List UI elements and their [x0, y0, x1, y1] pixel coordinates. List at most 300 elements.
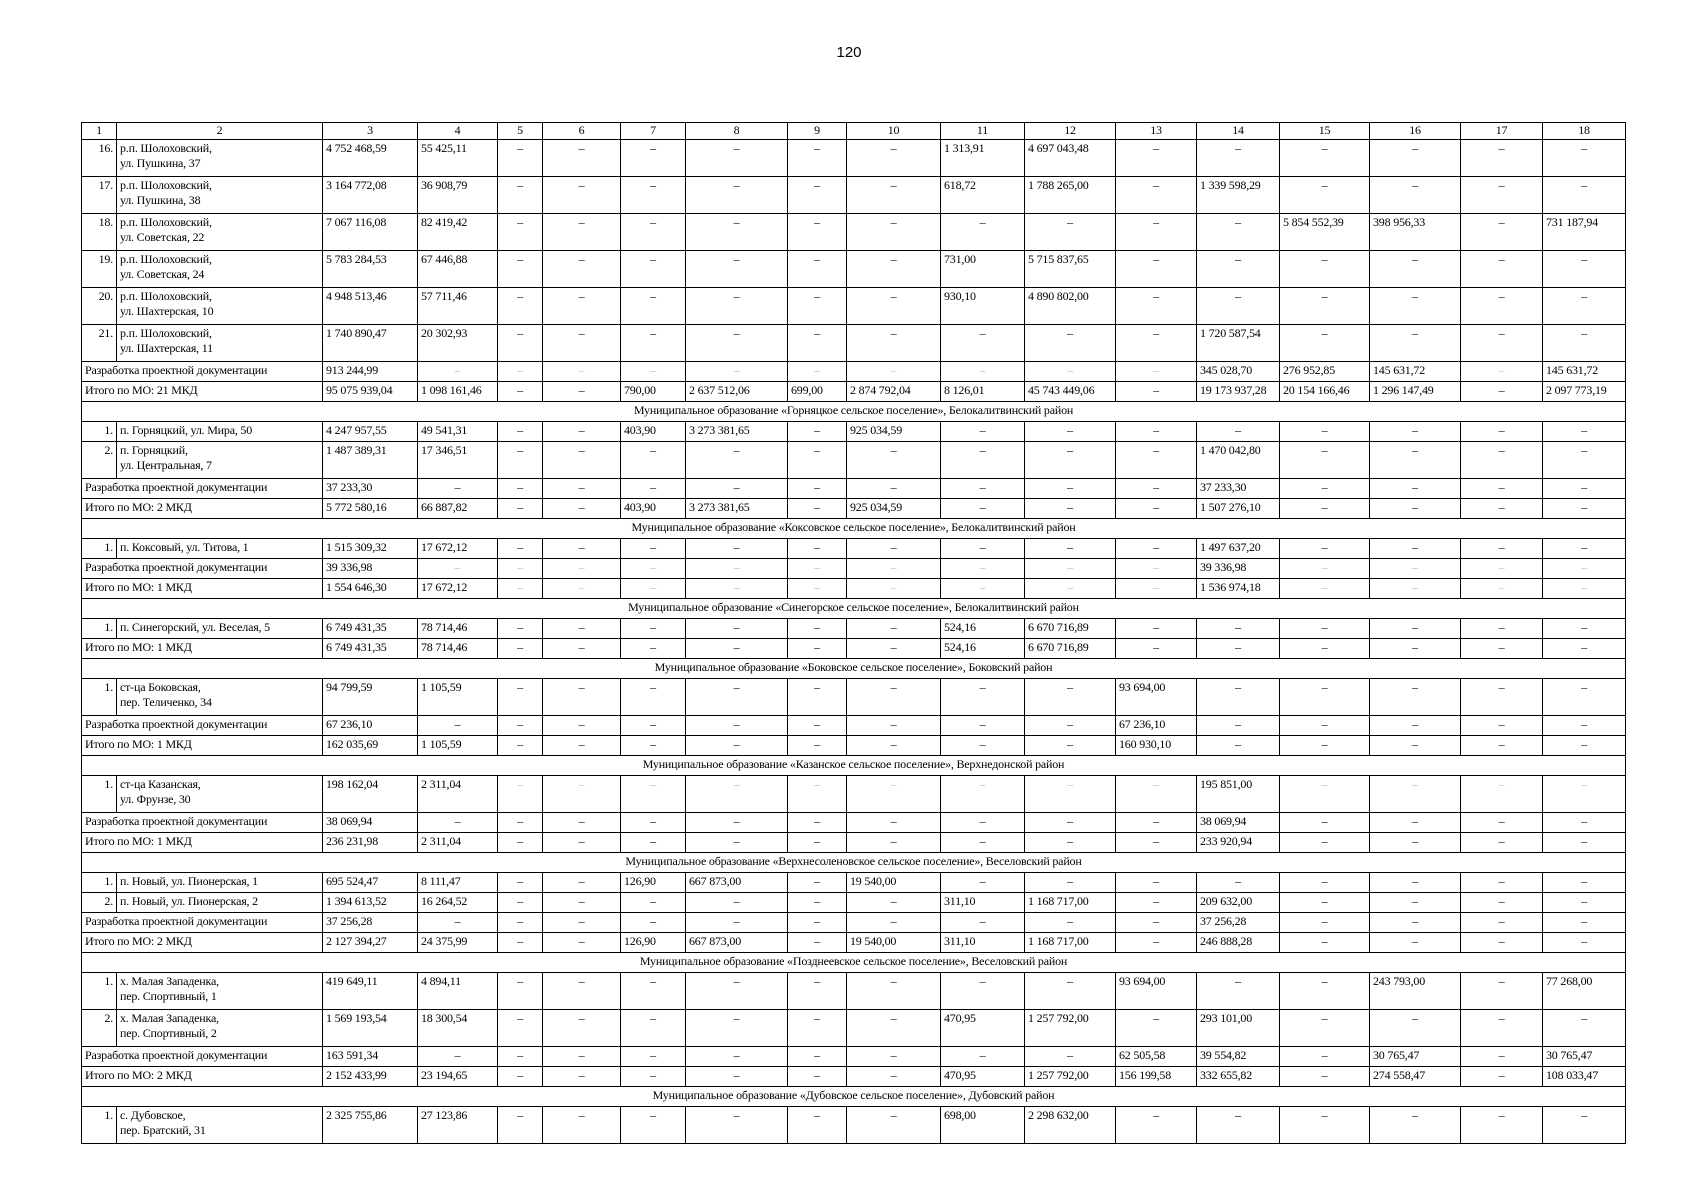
section-header-row: [82, 519, 1626, 539]
value-cell: –: [1280, 325, 1370, 362]
summary-row: [82, 559, 1626, 579]
value-cell: –: [1116, 442, 1197, 479]
value-cell: –: [788, 177, 847, 214]
value-cell: –: [1116, 1107, 1197, 1144]
value-cell: –: [543, 288, 621, 325]
table-row: [82, 288, 1626, 325]
value-cell: –: [1543, 140, 1626, 177]
value-cell: 4 948 513,46: [323, 288, 418, 325]
value-cell: –: [1025, 1047, 1116, 1067]
value-cell: –: [543, 973, 621, 1010]
table-row: [82, 893, 1626, 913]
value-cell: –: [1280, 736, 1370, 756]
value-cell: 1 105,59: [418, 679, 498, 716]
value-cell: –: [1116, 177, 1197, 214]
row-number: 1.: [82, 973, 117, 1010]
value-cell: 17 672,12: [418, 579, 498, 599]
value-cell: 37 233,30: [1197, 479, 1280, 499]
value-cell: –: [1370, 833, 1461, 853]
value-cell: 82 419,42: [418, 214, 498, 251]
value-cell: 274 558,47: [1370, 1067, 1461, 1087]
value-cell: 94 799,59: [323, 679, 418, 716]
value-cell: –: [1197, 140, 1280, 177]
value-cell: –: [1543, 479, 1626, 499]
value-cell: –: [788, 288, 847, 325]
value-cell: 233 920,94: [1197, 833, 1280, 853]
value-cell: 126,90: [621, 873, 686, 893]
value-cell: –: [847, 288, 941, 325]
value-cell: 27 123,86: [418, 1107, 498, 1144]
value-cell: 37 256,28: [1197, 913, 1280, 933]
value-cell: –: [543, 833, 621, 853]
value-cell: –: [1280, 776, 1370, 813]
value-cell: –: [941, 813, 1025, 833]
value-cell: –: [788, 539, 847, 559]
value-cell: 38 069,94: [1197, 813, 1280, 833]
value-cell: –: [847, 579, 941, 599]
address-cell: [117, 325, 323, 362]
address-cell: [117, 973, 323, 1010]
section-header-row: [82, 1087, 1626, 1107]
value-cell: 5 772 580,16: [323, 499, 418, 519]
value-cell: –: [1280, 288, 1370, 325]
value-cell: –: [1370, 933, 1461, 953]
value-cell: 95 075 939,04: [323, 382, 418, 402]
value-cell: 162 035,69: [323, 736, 418, 756]
value-cell: 37 233,30: [323, 479, 418, 499]
value-cell: –: [1461, 973, 1543, 1010]
row-number: 2.: [82, 442, 117, 479]
value-cell: –: [1461, 776, 1543, 813]
value-cell: –: [847, 679, 941, 716]
value-cell: 18 300,54: [418, 1010, 498, 1047]
value-cell: –: [1116, 893, 1197, 913]
value-cell: –: [1116, 422, 1197, 442]
value-cell: –: [543, 913, 621, 933]
value-cell: –: [1461, 873, 1543, 893]
value-cell: –: [621, 362, 686, 382]
value-cell: –: [543, 442, 621, 479]
value-cell: –: [1543, 736, 1626, 756]
value-cell: –: [686, 559, 788, 579]
value-cell: –: [847, 639, 941, 659]
value-cell: 1 788 265,00: [1025, 177, 1116, 214]
value-cell: 126,90: [621, 933, 686, 953]
section-title: Муниципальное образование «Боковское сельское поселение», Боковский район: [82, 659, 1626, 679]
value-cell: –: [1461, 913, 1543, 933]
table-row: [82, 422, 1626, 442]
address-cell: [117, 1010, 323, 1047]
summary-row: [82, 736, 1626, 756]
value-cell: –: [1116, 362, 1197, 382]
value-cell: –: [941, 422, 1025, 442]
value-cell: –: [788, 442, 847, 479]
value-cell: –: [621, 893, 686, 913]
value-cell: –: [543, 933, 621, 953]
value-cell: –: [1025, 479, 1116, 499]
value-cell: –: [941, 776, 1025, 813]
value-cell: –: [1461, 716, 1543, 736]
value-cell: –: [621, 251, 686, 288]
column-header: 9: [788, 123, 847, 140]
column-header: 8: [686, 123, 788, 140]
value-cell: –: [788, 716, 847, 736]
value-cell: 66 887,82: [418, 499, 498, 519]
value-cell: 1 313,91: [941, 140, 1025, 177]
value-cell: 332 655,82: [1197, 1067, 1280, 1087]
value-cell: –: [543, 639, 621, 659]
value-cell: –: [1116, 214, 1197, 251]
value-cell: –: [621, 813, 686, 833]
value-cell: –: [1370, 813, 1461, 833]
value-cell: –: [847, 362, 941, 382]
value-cell: –: [941, 679, 1025, 716]
value-cell: –: [1461, 1010, 1543, 1047]
value-cell: –: [1116, 325, 1197, 362]
value-cell: –: [621, 288, 686, 325]
value-cell: –: [1025, 679, 1116, 716]
value-cell: –: [1543, 893, 1626, 913]
value-cell: 2 874 792,04: [847, 382, 941, 402]
address-cell: [117, 422, 323, 442]
value-cell: –: [686, 736, 788, 756]
value-cell: –: [1370, 776, 1461, 813]
column-header: 14: [1197, 123, 1280, 140]
value-cell: –: [621, 559, 686, 579]
value-cell: 345 028,70: [1197, 362, 1280, 382]
value-cell: –: [1116, 140, 1197, 177]
value-cell: 2 298 632,00: [1025, 1107, 1116, 1144]
row-label: Итого по МО: 2 МКД: [82, 933, 323, 953]
value-cell: –: [543, 479, 621, 499]
value-cell: –: [686, 716, 788, 736]
value-cell: –: [1370, 442, 1461, 479]
value-cell: –: [788, 973, 847, 1010]
value-cell: 3 164 772,08: [323, 177, 418, 214]
value-cell: –: [941, 833, 1025, 853]
value-cell: –: [686, 177, 788, 214]
address-line: р.п. Шолоховский,: [120, 252, 212, 266]
value-cell: –: [1370, 499, 1461, 519]
value-cell: –: [498, 539, 543, 559]
value-cell: –: [847, 716, 941, 736]
address-line: ул. Шахтерская, 11: [120, 341, 213, 355]
value-cell: –: [788, 479, 847, 499]
value-cell: –: [498, 1010, 543, 1047]
value-cell: –: [1461, 893, 1543, 913]
value-cell: 618,72: [941, 177, 1025, 214]
row-number: 1.: [82, 776, 117, 813]
value-cell: 78 714,46: [418, 619, 498, 639]
value-cell: –: [941, 913, 1025, 933]
row-number: 1.: [82, 539, 117, 559]
value-cell: 236 231,98: [323, 833, 418, 853]
value-cell: –: [1280, 579, 1370, 599]
value-cell: –: [847, 177, 941, 214]
value-cell: –: [543, 140, 621, 177]
row-number: 17.: [82, 177, 117, 214]
value-cell: –: [1197, 716, 1280, 736]
value-cell: –: [1025, 873, 1116, 893]
value-cell: –: [1116, 499, 1197, 519]
address-line: р.п. Шолоховский,: [120, 215, 212, 229]
value-cell: 1 098 161,46: [418, 382, 498, 402]
value-cell: –: [543, 539, 621, 559]
value-cell: 16 264,52: [418, 893, 498, 913]
value-cell: –: [1370, 913, 1461, 933]
value-cell: –: [498, 619, 543, 639]
value-cell: –: [847, 1107, 941, 1144]
value-cell: –: [686, 539, 788, 559]
value-cell: –: [788, 1107, 847, 1144]
value-cell: –: [1197, 619, 1280, 639]
row-label: Разработка проектной документации: [82, 479, 323, 499]
value-cell: –: [1280, 499, 1370, 519]
value-cell: –: [498, 559, 543, 579]
value-cell: –: [543, 499, 621, 519]
value-cell: –: [498, 442, 543, 479]
value-cell: 49 541,31: [418, 422, 498, 442]
value-cell: –: [1280, 639, 1370, 659]
value-cell: –: [621, 325, 686, 362]
value-cell: –: [941, 479, 1025, 499]
value-cell: –: [941, 442, 1025, 479]
value-cell: –: [1116, 873, 1197, 893]
address-cell: [117, 776, 323, 813]
address-cell: [117, 679, 323, 716]
value-cell: –: [788, 579, 847, 599]
value-cell: –: [621, 1010, 686, 1047]
value-cell: –: [1461, 833, 1543, 853]
value-cell: –: [621, 539, 686, 559]
value-cell: –: [686, 288, 788, 325]
value-cell: –: [1461, 251, 1543, 288]
column-header: 16: [1370, 123, 1461, 140]
summary-row: [82, 716, 1626, 736]
value-cell: –: [788, 619, 847, 639]
value-cell: –: [686, 1010, 788, 1047]
value-cell: –: [686, 362, 788, 382]
value-cell: –: [1370, 325, 1461, 362]
section-header-row: [82, 756, 1626, 776]
value-cell: –: [941, 499, 1025, 519]
value-cell: –: [418, 913, 498, 933]
value-cell: –: [621, 679, 686, 716]
value-cell: 93 694,00: [1116, 973, 1197, 1010]
value-cell: –: [1543, 679, 1626, 716]
value-cell: 398 956,33: [1370, 214, 1461, 251]
value-cell: 6 749 431,35: [323, 639, 418, 659]
value-cell: –: [686, 893, 788, 913]
value-cell: 45 743 449,06: [1025, 382, 1116, 402]
value-cell: –: [788, 499, 847, 519]
address-line: пер. Братский, 31: [120, 1123, 206, 1137]
value-cell: –: [498, 499, 543, 519]
value-cell: 39 336,98: [1197, 559, 1280, 579]
value-cell: –: [1543, 1107, 1626, 1144]
value-cell: 1 740 890,47: [323, 325, 418, 362]
value-cell: –: [543, 736, 621, 756]
value-cell: –: [1025, 736, 1116, 756]
value-cell: 57 711,46: [418, 288, 498, 325]
value-cell: –: [498, 1107, 543, 1144]
value-cell: –: [686, 479, 788, 499]
value-cell: 156 199,58: [1116, 1067, 1197, 1087]
value-cell: –: [847, 619, 941, 639]
address-line: п. Новый, ул. Пионерская, 2: [120, 894, 258, 908]
value-cell: –: [498, 422, 543, 442]
table-row: [82, 325, 1626, 362]
value-cell: –: [1543, 579, 1626, 599]
value-cell: –: [543, 813, 621, 833]
value-cell: –: [941, 325, 1025, 362]
table-row: [82, 140, 1626, 177]
value-cell: 2 127 394,27: [323, 933, 418, 953]
value-cell: 1 554 646,30: [323, 579, 418, 599]
value-cell: –: [1543, 1010, 1626, 1047]
address-cell: [117, 539, 323, 559]
value-cell: 1 515 309,32: [323, 539, 418, 559]
value-cell: –: [1543, 442, 1626, 479]
value-cell: –: [1461, 177, 1543, 214]
value-cell: –: [621, 973, 686, 1010]
column-header: 13: [1116, 123, 1197, 140]
value-cell: –: [1116, 479, 1197, 499]
value-cell: –: [1370, 873, 1461, 893]
summary-row: [82, 362, 1626, 382]
value-cell: –: [1025, 913, 1116, 933]
value-cell: –: [1025, 833, 1116, 853]
value-cell: –: [1370, 619, 1461, 639]
value-cell: –: [1370, 1010, 1461, 1047]
address-line: пер. Теличенко, 34: [120, 695, 212, 709]
row-number: 20.: [82, 288, 117, 325]
page-number: 120: [836, 44, 862, 61]
address-cell: [117, 442, 323, 479]
value-cell: –: [1280, 177, 1370, 214]
column-header: 10: [847, 123, 941, 140]
row-label: Разработка проектной документации: [82, 716, 323, 736]
value-cell: –: [1461, 539, 1543, 559]
value-cell: –: [1116, 579, 1197, 599]
section-title: Муниципальное образование «Синегорское сельское поселение», Белокалитвинский район: [82, 599, 1626, 619]
value-cell: –: [498, 140, 543, 177]
value-cell: –: [621, 736, 686, 756]
value-cell: –: [1116, 639, 1197, 659]
value-cell: –: [1280, 1107, 1370, 1144]
value-cell: –: [788, 1010, 847, 1047]
value-cell: –: [941, 214, 1025, 251]
value-cell: –: [686, 619, 788, 639]
housing-repair-table: [81, 122, 1626, 1144]
value-cell: 39 554,82: [1197, 1047, 1280, 1067]
summary-row: [82, 479, 1626, 499]
value-cell: –: [1370, 288, 1461, 325]
address-line: пер. Спортивный, 1: [120, 989, 217, 1003]
value-cell: –: [1370, 1107, 1461, 1144]
address-cell: [117, 1107, 323, 1144]
value-cell: –: [1461, 422, 1543, 442]
table-row: [82, 442, 1626, 479]
value-cell: –: [1197, 1107, 1280, 1144]
value-cell: 20 302,93: [418, 325, 498, 362]
row-label: Итого по МО: 21 МКД: [82, 382, 323, 402]
address-line: р.п. Шолоховский,: [120, 178, 212, 192]
value-cell: 163 591,34: [323, 1047, 418, 1067]
value-cell: –: [847, 893, 941, 913]
value-cell: –: [621, 619, 686, 639]
value-cell: 145 631,72: [1543, 362, 1626, 382]
value-cell: –: [1280, 913, 1370, 933]
value-cell: –: [1280, 679, 1370, 716]
value-cell: –: [847, 776, 941, 813]
value-cell: –: [847, 913, 941, 933]
summary-row: [82, 382, 1626, 402]
value-cell: –: [1461, 559, 1543, 579]
summary-row: [82, 913, 1626, 933]
address-cell: [117, 140, 323, 177]
value-cell: –: [1370, 140, 1461, 177]
value-cell: –: [1370, 716, 1461, 736]
column-header: 12: [1025, 123, 1116, 140]
value-cell: –: [418, 479, 498, 499]
value-cell: –: [1116, 933, 1197, 953]
value-cell: 3 273 381,65: [686, 499, 788, 519]
table-row: [82, 214, 1626, 251]
value-cell: 4 890 802,00: [1025, 288, 1116, 325]
value-cell: 6 670 716,89: [1025, 619, 1116, 639]
value-cell: 293 101,00: [1197, 1010, 1280, 1047]
value-cell: –: [1280, 1010, 1370, 1047]
value-cell: –: [543, 679, 621, 716]
value-cell: –: [941, 973, 1025, 1010]
summary-row: [82, 639, 1626, 659]
value-cell: –: [1370, 893, 1461, 913]
address-line: ст-ца Боковская,: [120, 680, 201, 694]
value-cell: 37 256,28: [323, 913, 418, 933]
section-header-row: [82, 402, 1626, 422]
value-cell: –: [498, 776, 543, 813]
section-title: Муниципальное образование «Дубовское сельское поселение», Дубовский район: [82, 1087, 1626, 1107]
value-cell: –: [498, 1047, 543, 1067]
value-cell: –: [543, 716, 621, 736]
address-line: х. Малая Западенка,: [120, 974, 219, 988]
value-cell: –: [1280, 442, 1370, 479]
value-cell: 913 244,99: [323, 362, 418, 382]
value-cell: 2 637 512,06: [686, 382, 788, 402]
value-cell: –: [1461, 1107, 1543, 1144]
address-line: р.п. Шолоховский,: [120, 326, 212, 340]
summary-row: [82, 499, 1626, 519]
value-cell: –: [498, 362, 543, 382]
value-cell: –: [1197, 422, 1280, 442]
value-cell: –: [1543, 913, 1626, 933]
value-cell: –: [1543, 499, 1626, 519]
value-cell: –: [543, 177, 621, 214]
value-cell: –: [686, 1067, 788, 1087]
row-number: 19.: [82, 251, 117, 288]
value-cell: –: [1280, 933, 1370, 953]
value-cell: –: [788, 893, 847, 913]
value-cell: 930,10: [941, 288, 1025, 325]
value-cell: –: [1543, 716, 1626, 736]
column-header: 6: [543, 123, 621, 140]
section-title: Муниципальное образование «Коксовское сельское поселение», Белокалитвинский район: [82, 519, 1626, 539]
table-body: [82, 123, 1626, 1144]
value-cell: –: [847, 325, 941, 362]
value-cell: 695 524,47: [323, 873, 418, 893]
value-cell: –: [498, 382, 543, 402]
